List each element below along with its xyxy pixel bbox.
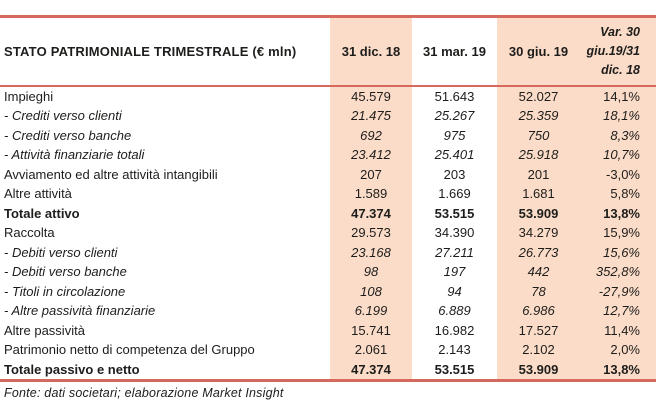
- table-row: [0, 243, 656, 263]
- cell-value: 1.669: [438, 186, 471, 201]
- cell-value: 197: [443, 264, 466, 279]
- cell-value: 47.374: [330, 204, 412, 224]
- cell-value: 25.267: [434, 108, 475, 123]
- row-label: - Titoli in circolazione: [4, 283, 126, 299]
- row-label: Altre passività: [4, 322, 85, 338]
- cell-value: 203: [443, 166, 466, 182]
- col-header-31-dic-18: 31 dic. 18: [330, 17, 412, 86]
- cell-value: 6.986: [497, 301, 580, 321]
- cell-value: 21.475: [330, 106, 412, 126]
- table-row: [0, 321, 656, 341]
- col-header-30-giu-19: 30 giu. 19: [497, 17, 580, 86]
- source-note: Fonte: dati societari; elaborazione Market Insight: [4, 386, 284, 400]
- cell-value: 975: [443, 127, 466, 143]
- row-label: - Crediti verso banche: [4, 127, 132, 143]
- table-row: [0, 145, 656, 165]
- cell-value: 53.515: [434, 205, 475, 221]
- table-row: [0, 282, 656, 302]
- cell-value: 25.359: [497, 106, 580, 126]
- table-body: [0, 86, 656, 381]
- cell-value: 98: [330, 262, 412, 282]
- row-label: Totale passivo e netto: [4, 361, 140, 377]
- table-row: [0, 126, 656, 146]
- table-row: [0, 184, 656, 204]
- cell-value: 29.573: [330, 223, 412, 243]
- cell-value: 2.061: [330, 340, 412, 360]
- cell-value: 27.211: [435, 244, 474, 260]
- cell-value: 15,6%: [580, 243, 656, 263]
- cell-value: 692: [330, 126, 412, 146]
- table-row: [0, 86, 656, 107]
- cell-value: 6.889: [438, 303, 471, 318]
- table-row: [0, 360, 656, 381]
- table-row: [0, 106, 656, 126]
- cell-value: 1.681: [497, 184, 580, 204]
- table-row: [0, 165, 656, 185]
- cell-value: 52.027: [497, 86, 580, 107]
- header-row: [0, 17, 656, 86]
- cell-value: 53.909: [497, 360, 580, 381]
- table-row: [0, 223, 656, 243]
- cell-value: 25.918: [497, 145, 580, 165]
- cell-value: 442: [497, 262, 580, 282]
- cell-value: 15.741: [330, 321, 412, 341]
- cell-value: 25.401: [434, 147, 475, 162]
- cell-value: 6.199: [330, 301, 412, 321]
- cell-value: 207: [330, 165, 412, 185]
- row-label: - Altre passività finanziarie: [4, 303, 156, 318]
- quarterly-balance-sheet-table: [0, 15, 656, 382]
- cell-value: 15,9%: [580, 223, 656, 243]
- cell-value: 14,1%: [580, 86, 656, 107]
- cell-value: 10,7%: [580, 145, 656, 165]
- cell-value: 23.412: [330, 145, 412, 165]
- cell-value: 13,8%: [580, 360, 656, 381]
- table-row: [0, 301, 656, 321]
- cell-value: 51.643: [434, 88, 475, 104]
- cell-value: -27,9%: [580, 282, 656, 302]
- col-header-31-mar-19: 31 mar. 19: [423, 43, 486, 59]
- row-label: - Attività finanziarie totali: [4, 147, 145, 162]
- table-title: STATO PATRIMONIALE TRIMESTRALE (€ mln): [4, 43, 297, 59]
- row-label: - Debiti verso clienti: [4, 244, 118, 260]
- row-label: Impieghi: [4, 88, 54, 104]
- cell-value: 17.527: [497, 321, 580, 341]
- cell-value: 2.143: [438, 342, 471, 357]
- cell-value: -3,0%: [580, 165, 656, 185]
- cell-value: 34.279: [497, 223, 580, 243]
- row-label: Patrimonio netto di competenza del Gruppo: [4, 342, 255, 357]
- cell-value: 45.579: [330, 86, 412, 107]
- cell-value: 78: [497, 282, 580, 302]
- cell-value: 16.982: [434, 322, 475, 338]
- cell-value: 108: [330, 282, 412, 302]
- table-row: [0, 204, 656, 224]
- cell-value: 53.909: [497, 204, 580, 224]
- cell-value: 8,3%: [580, 126, 656, 146]
- cell-value: 1.589: [330, 184, 412, 204]
- row-label: - Crediti verso clienti: [4, 108, 122, 123]
- cell-value: 201: [497, 165, 580, 185]
- cell-value: 34.390: [434, 225, 475, 240]
- cell-value: 18,1%: [580, 106, 656, 126]
- row-label: Totale attivo: [4, 205, 80, 221]
- cell-value: 94: [447, 283, 462, 299]
- table-row: [0, 340, 656, 360]
- cell-value: 5,8%: [580, 184, 656, 204]
- row-label: Avviamento ed altre attività intangibili: [4, 166, 218, 182]
- cell-value: 750: [497, 126, 580, 146]
- row-label: - Debiti verso banche: [4, 264, 127, 279]
- cell-value: 352,8%: [580, 262, 656, 282]
- cell-value: 23.168: [330, 243, 412, 263]
- cell-value: 13,8%: [580, 204, 656, 224]
- col-header-variation: Var. 30 giu.19/31 dic. 18: [580, 17, 656, 86]
- cell-value: 11,4%: [580, 321, 656, 341]
- cell-value: 53.515: [434, 361, 475, 377]
- cell-value: 2,0%: [580, 340, 656, 360]
- table-row: [0, 262, 656, 282]
- cell-value: 12,7%: [580, 301, 656, 321]
- row-label: Altre attività: [4, 186, 72, 201]
- cell-value: 47.374: [330, 360, 412, 381]
- cell-value: 26.773: [497, 243, 580, 263]
- row-label: Raccolta: [4, 225, 55, 240]
- cell-value: 2.102: [497, 340, 580, 360]
